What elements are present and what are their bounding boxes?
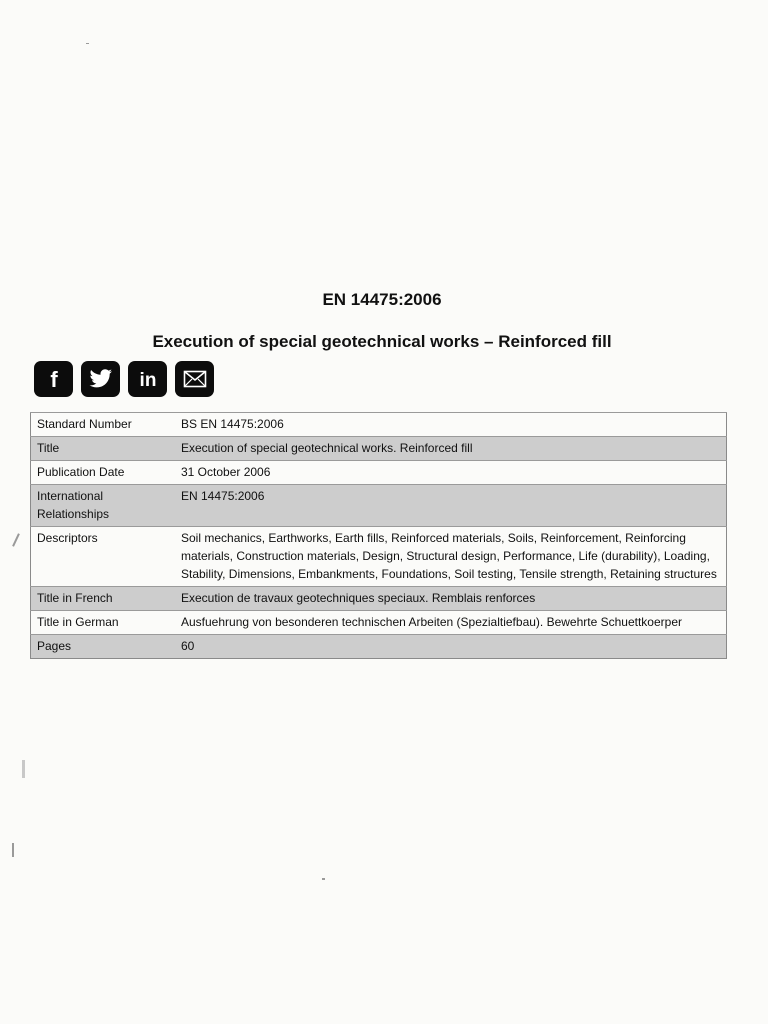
table-row	[31, 413, 727, 437]
table-row	[31, 485, 727, 527]
scan-mark	[322, 878, 325, 880]
document-title: Execution of special geotechnical works – Reinforced fill	[152, 332, 612, 351]
twitter-icon	[89, 369, 113, 389]
row-label: Descriptors	[31, 527, 170, 587]
table-row	[31, 461, 727, 485]
row-value: Soil mechanics, Earthworks, Earth fills, Reinforced materials, Soils, Reinforcement, Reinforcing materials, Construction materials, Design, Structural design, Performance, Life (durability), Loading, Stability, Dimensions, Embankments, Foundations, Soil testing, Tensile strength, Retaining structures	[169, 527, 727, 587]
svg-text:f: f	[49, 367, 58, 391]
table-row	[31, 437, 727, 461]
scan-mark	[12, 533, 20, 547]
table-row	[31, 587, 727, 611]
share-bar	[34, 361, 214, 397]
email-icon	[183, 370, 207, 388]
row-label: Title in German	[31, 611, 170, 635]
facebook-share-button[interactable]	[34, 361, 73, 397]
scan-mark	[12, 843, 14, 857]
row-label: Title	[31, 437, 170, 461]
row-value: 60	[169, 635, 727, 659]
table-row	[31, 527, 727, 587]
linkedin-icon	[134, 367, 162, 391]
scan-mark	[86, 43, 89, 44]
twitter-share-button[interactable]	[81, 361, 120, 397]
email-share-button[interactable]	[175, 361, 214, 397]
facebook-icon	[44, 367, 64, 391]
table-row	[31, 635, 727, 659]
scan-mark	[22, 760, 25, 778]
document-number: EN 14475:2006	[322, 290, 442, 309]
svg-text:in: in	[139, 370, 156, 391]
row-value: Execution of special geotechnical works. Reinforced fill	[169, 437, 727, 461]
row-label: Pages	[31, 635, 170, 659]
row-value: 31 October 2006	[169, 461, 727, 485]
row-label: Title in French	[31, 587, 170, 611]
row-value: Ausfuehrung von besonderen technischen Arbeiten (Spezialtiefbau). Bewehrte Schuettkoerper	[169, 611, 727, 635]
row-value: EN 14475:2006	[169, 485, 727, 527]
linkedin-share-button[interactable]	[128, 361, 167, 397]
table-row	[31, 611, 727, 635]
row-label: Publication Date	[31, 461, 170, 485]
row-label: Standard Number	[31, 413, 170, 437]
row-value: BS EN 14475:2006	[169, 413, 727, 437]
row-value: Execution de travaux geotechniques speciaux. Remblais renforces	[169, 587, 727, 611]
row-label: International Relationships	[31, 485, 170, 527]
standard-details-table	[30, 412, 727, 659]
